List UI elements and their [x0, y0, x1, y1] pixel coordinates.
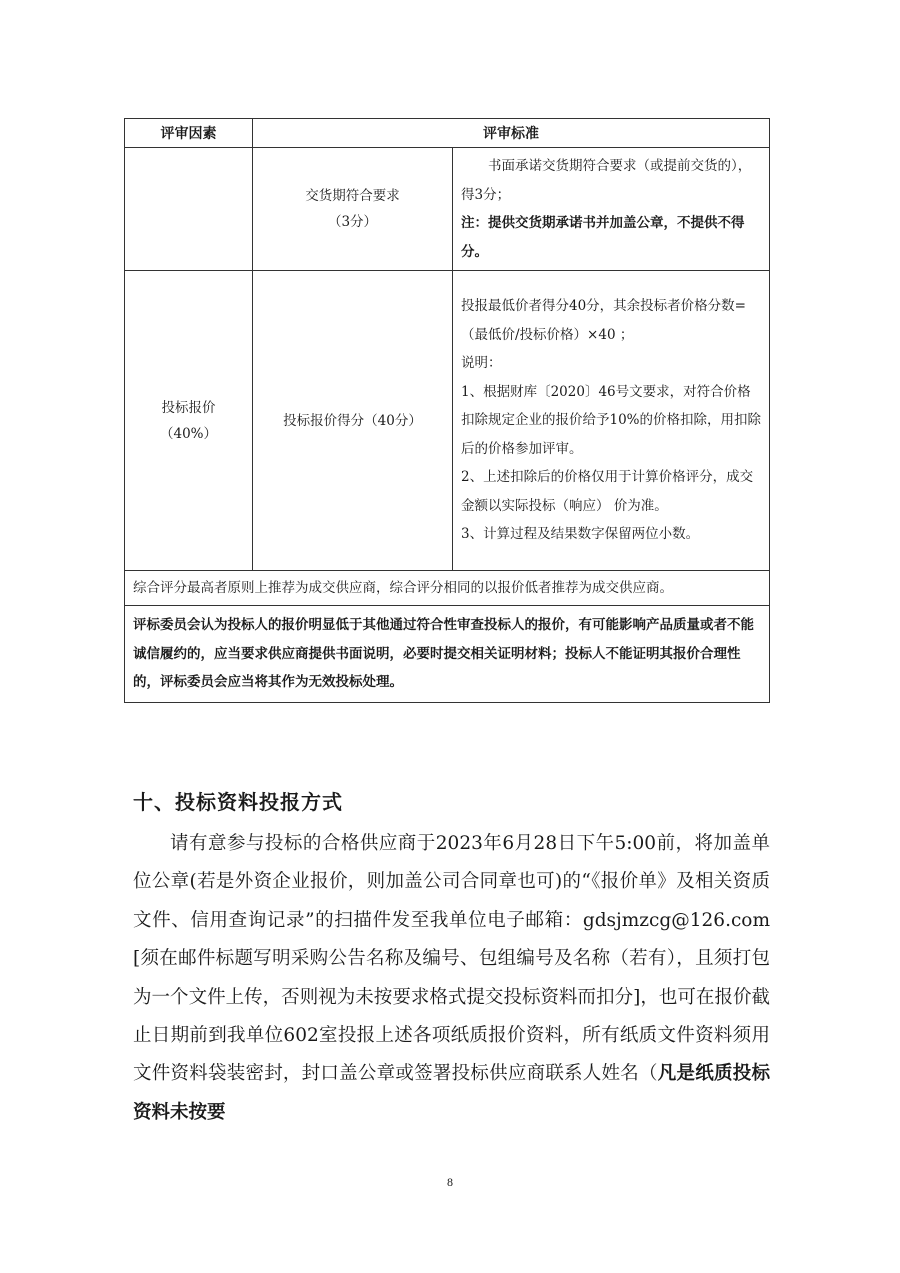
summary-text: 综合评分最高者原则上推荐为成交供应商，综合评分相同的以报价低者推荐为成交供应商。 [125, 571, 770, 606]
delivery-criterion: 交货期符合要求 [305, 188, 400, 204]
price-line: 说明： [461, 355, 502, 372]
price-line: 投报最低价者得分40分，其余投标者价格分数=（最低价/投标价格）×40 ； [461, 298, 746, 343]
table-row-warning [125, 606, 770, 703]
price-line: 1、根据财库〔2020〕46号文要求，对符合价格扣除规定企业的报价给予10%的价格扣除，用扣除后的价格参加评审。 [461, 383, 762, 457]
paragraph-bold-text: 凡是纸质投标资料未按要 [133, 1063, 770, 1123]
price-criterion: 投标报价得分（40分） [253, 271, 453, 571]
header-standard: 评审标准 [253, 119, 770, 148]
price-line: 3、计算过程及结果数字保留两位小数。 [461, 526, 700, 543]
evaluation-table [124, 118, 770, 703]
section-title: 十、投标资料投报方式 [133, 790, 343, 814]
delivery-criterion-cell [253, 148, 453, 271]
price-standard-cell [453, 271, 770, 571]
price-weight: （40%） [159, 425, 217, 442]
price-factor-cell [125, 271, 253, 571]
paragraph-text: 请有意参与投标的合格供应商于2023年6月28日下午5:00前，将加盖单位公章(若是外资企业报价，则加盖公司合同章也可)的“《报价单》及相关资质文件、信用查询记录”的扫描件发至我单位电子邮箱：gdsjmzcg@126.com [须在邮件标题写明采购公告名称及编号、包组编号及名称（若有），且须打包为一个文件上传，否则视为未按要求格式提交投标资料而扣分]，也可在报价截止日期前到我单位602室投报上述各项纸质报价资料，所有纸质文件资料须用文件资料袋装密封，封口盖公章或签署投标供应商联系人姓名（ [133, 833, 770, 1085]
page-number: 8 [447, 1175, 453, 1189]
table-row-summary [125, 571, 770, 606]
delivery-standard-cell [453, 148, 770, 271]
delivery-note: 注：提供交货期承诺书并加盖公章，不提供不得分。 [461, 215, 745, 260]
header-factor: 评审因素 [125, 119, 253, 148]
price-line: 2、上述扣除后的价格仅用于计算价格评分，成交金额以实际投标（响应） 价为准。 [461, 469, 754, 514]
price-factor: 投标报价 [161, 399, 216, 416]
delivery-points: （3分） [327, 214, 378, 230]
warning-text: 评标委员会认为投标人的报价明显低于其他通过符合性审查投标人的报价，有可能影响产品质量或者不能诚信履约的，应当要求供应商提供书面说明，必要时提交相关证明材料；投标人不能证明其报价合理性的，评标委员会应当将其作为无效投标处理。 [125, 606, 770, 703]
delivery-factor-cell [125, 148, 253, 271]
table-row-price [125, 271, 770, 571]
table-header-row [125, 119, 770, 148]
submission-paragraph [133, 825, 770, 1132]
delivery-standard: 书面承诺交货期符合要求（或提前交货的），得3分； [461, 158, 752, 203]
table-row-delivery [125, 148, 770, 271]
